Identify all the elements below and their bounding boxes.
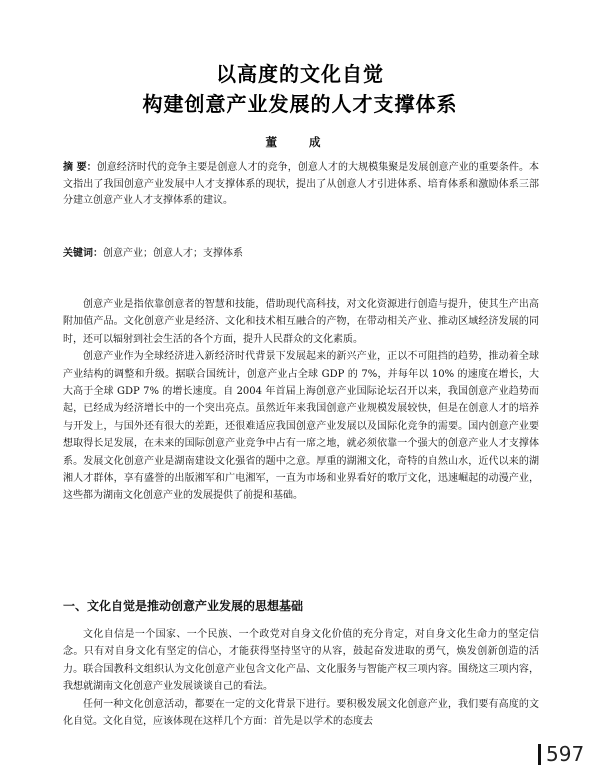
keywords-label: 关键词： (63, 248, 103, 259)
article-body (63, 296, 539, 505)
abstract-label: 摘 要： (63, 162, 97, 173)
section-body (63, 626, 539, 730)
body-paragraph: 文化自信是一个国家、一个民族、一个政党对自身文化价值的充分肯定，对自身文化生命力的坚定信念。只有对自身文化有坚定的信心，才能获得坚持坚守的从容，鼓起奋发进取的勇气，焕发创新创造的活力。联合国教科文组织认为文化创意产业包含文化产品、文化服务与智能产权三项内容。围绕这三项内容，我想就湖南文化创意产业发展谈谈自己的看法。 (63, 629, 539, 693)
article-title-line-2: 构建创意产业发展的人才支撑体系 (142, 92, 458, 116)
abstract-text: 创意经济时代的竞争主要是创意人才的竞争，创意人才的大规模集聚是发展创意产业的重要条件。本文指出了我国创意产业发展中人才支撑体系的现状，提出了从创意人才引进体系、培育体系和激励体系三部分建立创意产业人才支撑体系的建议。 (63, 162, 540, 206)
page-number: 597 (546, 742, 585, 766)
footer-rule (538, 744, 541, 765)
body-paragraph: 创意产业作为全球经济进入新经济时代背景下发展起来的新兴产业，正以不可阻挡的趋势，推动着全球产业结构的调整和升级。据联合国统计，创意产业占全球 GDP 的 7%，并每年以 10% 的速度在增长，大大高于全球 GDP 7% 的增长速度。自 2004 年首届上海创意产业国际论坛召开以来，我国创意产业趋势而起，已经成为经济增长中的一个突出亮点。虽然近年来我国创意产业规模发展较快，但是在创意人才的培养与开发上，与国外还有很大的差距，还很难适应我国创意产业发展以及国际化竞争的需要。国内创意产业要想取得长足发展，在未来的国际创意产业竞争中占有一席之地，就必须依靠一个强大的创意产业人才支撑体系。发展文化创意产业是湖南建设文化强省的题中之意。厚重的湖湘文化，奇特的自然山水，近代以来的湖湘人才群体，享有盛誉的出版湘军和广电湘军，一直为市场和业界看好的歌厅文化，迅速崛起的动漫产业，这些都为湖南文化创意产业的发展提供了前提和基础。 (63, 351, 539, 502)
body-paragraph: 任何一种文化创意活动，都要在一定的文化背景下进行。要积极发展文化创意产业，我们要有高度的文化自觉。文化自觉，应该体现在这样几个方面：首先是以学术的态度去 (63, 698, 539, 728)
abstract (63, 160, 539, 210)
keywords-text: 创意产业；创意人才；支撑体系 (103, 248, 243, 259)
keywords (63, 246, 539, 262)
body-paragraph: 创意产业是指依靠创意者的智慧和技能，借助现代高科技，对文化资源进行创造与提升，使其生产出高附加值产品。文化创意产业是经济、文化和技术相互融合的产物，在带动相关产业、推动区域经济发展的同时，还可以辐射到社会生活的各个方面，提升人民群众的文化素质。 (63, 299, 539, 345)
article-title-line-1: 以高度的文化自觉 (216, 62, 384, 86)
section-heading: 一、文化自觉是推动创意产业发展的思想基础 (63, 599, 304, 613)
author-name: 董 成 (265, 135, 335, 149)
